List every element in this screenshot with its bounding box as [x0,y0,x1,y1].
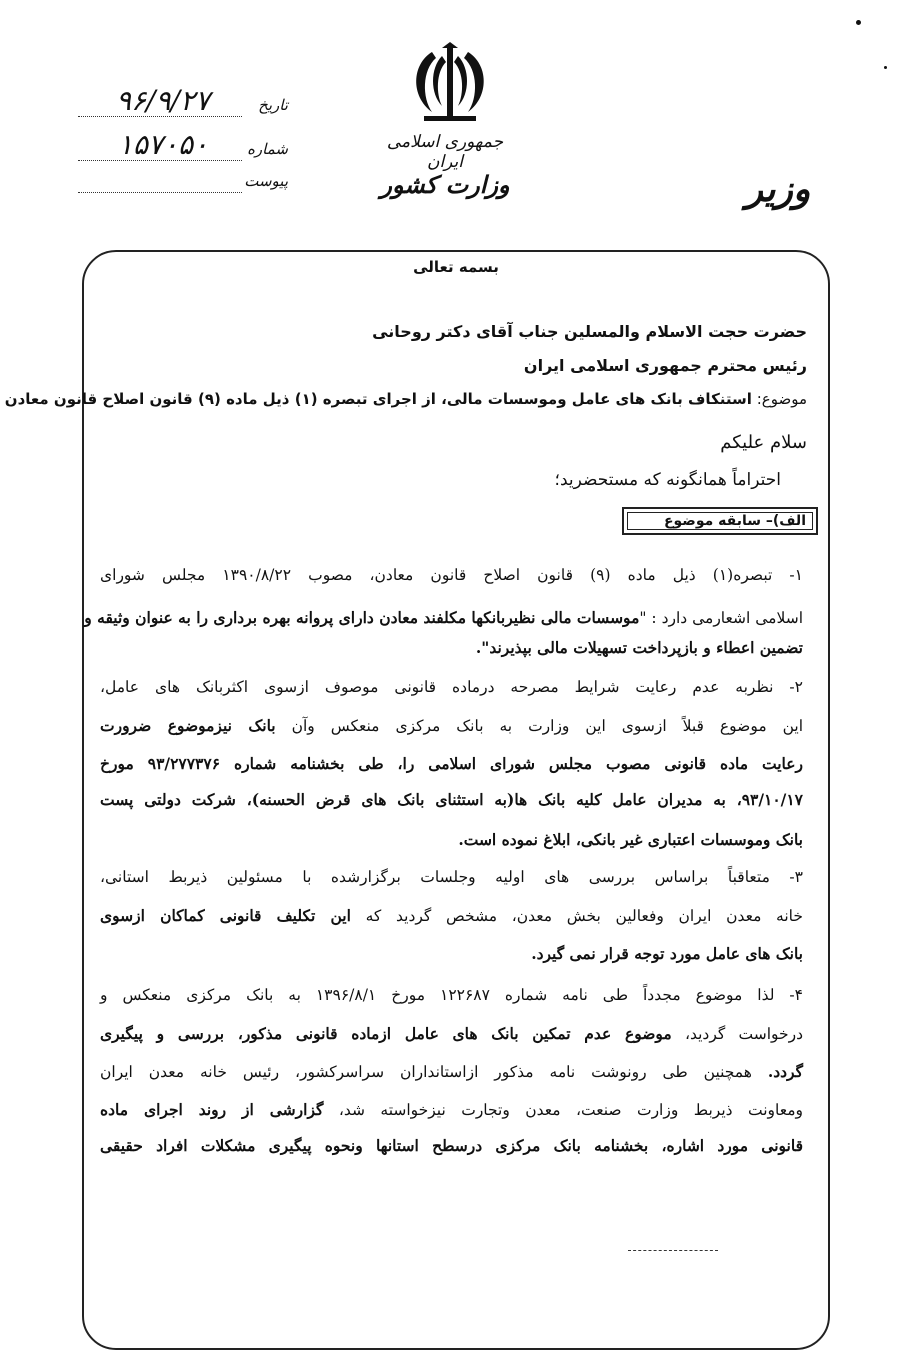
opening-sentence: احتراماً همانگونه که مستحضرید؛ [554,470,781,490]
subject-line [5,390,807,408]
org-name-line1: جمهوری اسلامی ایران [386,132,504,172]
body-text: ۴- لذا موضوع مجدداً طی نامه شماره ۱۲۲۶۸۷ مورخ ۱۳۹۶/۸/۱ به بانک مرکزی منعکس و [100,986,803,1004]
body-line [100,1024,803,1043]
body-text-bold: تضمین اعطاء و بازپرداخت تسهیلات مالی بپذیرند". [475,638,803,657]
greeting: سلام علیکم [720,432,807,453]
body-text: درخواست گردید، [671,1025,803,1043]
body-text: خانه معدن ایران وفعالین بخش معدن، مشخص گردید که [350,907,803,925]
body-line [100,868,803,886]
body-line [100,638,803,657]
body-text-bold: قانونی مورد اشاره، بخشنامه بانک مرکزی درسطح استانها ونحوه پیگیری مشکلات افراد حقیقی [100,1136,803,1155]
attachment-field [78,172,288,198]
number-label: شماره [247,140,288,158]
attachment-underline [78,192,242,193]
body-text-bold: بانک نیزموضوع ضرورت [100,716,276,735]
body-line [100,944,803,963]
body-line [100,1100,803,1119]
body-line [100,566,803,584]
body-line [100,790,803,809]
body-text: ۱- تبصره(۱) ذیل ماده (۹) قانون اصلاح قانون معادن، مصوب ۱۳۹۰/۸/۲۲ مجلس شورای [100,566,803,584]
scan-speck [884,66,887,69]
body-text: اسلامی اشعارمی دارد : " [639,609,803,627]
body-text-bold: این تکلیف قانونی کماکان ازسوی [100,906,351,925]
page-edge-dash [628,1250,718,1251]
body-text-bold: بانک های عامل مورد توجه قرار نمی گیرد. [531,944,803,963]
body-text: این موضوع قبلاً ازسوی این وزارت به بانک مرکزی منعکس وآن [275,717,804,735]
basmala-heading: بسمه تعالی [413,258,499,276]
date-field [78,84,288,122]
body-text: ومعاونت ذیربط وزارت صنعت، معدن وتجارت نیزخواسته شد، [323,1101,803,1119]
body-text-bold: گردد. [767,1062,803,1081]
body-text: همچنین طی رونوشت نامه مذکور ازاستانداران سراسرکشور، رئیس خانه معدن ایران [100,1063,768,1081]
org-name-line2: وزارت کشور [380,170,510,199]
body-line [100,986,803,1004]
body-text-bold: موسسات مالی نظیربانکها مکلفند معادن دارای پروانه بهره برداری را به عنوان وثیقه و [84,608,640,627]
scan-speck [856,20,861,25]
body-line [100,830,803,849]
attachment-label: پیوست [244,172,288,190]
body-line [100,716,803,735]
date-value: ۹۶/۹/۲۷ [115,84,211,117]
body-line [100,678,803,696]
minister-label: وزیر [745,168,811,210]
iran-emblem-icon [402,42,498,126]
body-text-bold: بانک وموسسات اعتباری غیر بانکی، ابلاغ نموده است. [458,830,803,849]
subject-label: موضوع: [756,390,807,408]
date-label: تاریخ [258,96,288,114]
subject-text: استنکاف بانک های عامل وموسسات مالی، از اجرای تبصره (۱) ذیل ماده (۹) قانون اصلاح قانون معادن [4,390,752,408]
body-text: ۲- نظربه عدم رعایت شرایط مصرحه درماده قانونی موصوف ازسوی اکثربانک های عامل، [100,678,803,696]
body-line [100,754,803,773]
body-line [100,1062,803,1081]
body-line [84,608,803,627]
addressee-line-1: حضرت حجت الاسلام والمسلین جناب آقای دکتر روحانی [372,322,807,341]
number-value: ۱۵۷۰۵۰ [117,128,209,161]
body-line [100,906,803,925]
addressee-line-2: رئیس محترم جمهوری اسلامی ایران [523,356,807,375]
section-a-box [622,507,818,535]
body-text-bold: ۹۳/۱۰/۱۷، به مدیران عامل کلیه بانک ها(به استثنای بانک های قرض الحسنه)، شرکت دولتی پست [100,790,803,809]
body-text-bold: گزارشی از روند اجرای ماده [100,1100,324,1119]
body-text-bold: موضوع عدم تمکین بانک های عامل ازماده قانونی مذکور، بررسی و پیگیری [100,1024,672,1043]
section-a-title: الف)– سابقه موضوع [663,513,806,529]
number-field [78,128,288,166]
body-text-bold: رعایت ماده قانونی مصوب مجلس شورای اسلامی را، طی بخشنامه شماره ۹۳/۲۷۷۳۷۶ مورخ [100,754,803,773]
body-text: ۳- متعاقباً براساس بررسی های اولیه وجلسات برگزارشده با مسئولین ذیربط استانی، [100,868,803,886]
body-line [100,1136,803,1155]
